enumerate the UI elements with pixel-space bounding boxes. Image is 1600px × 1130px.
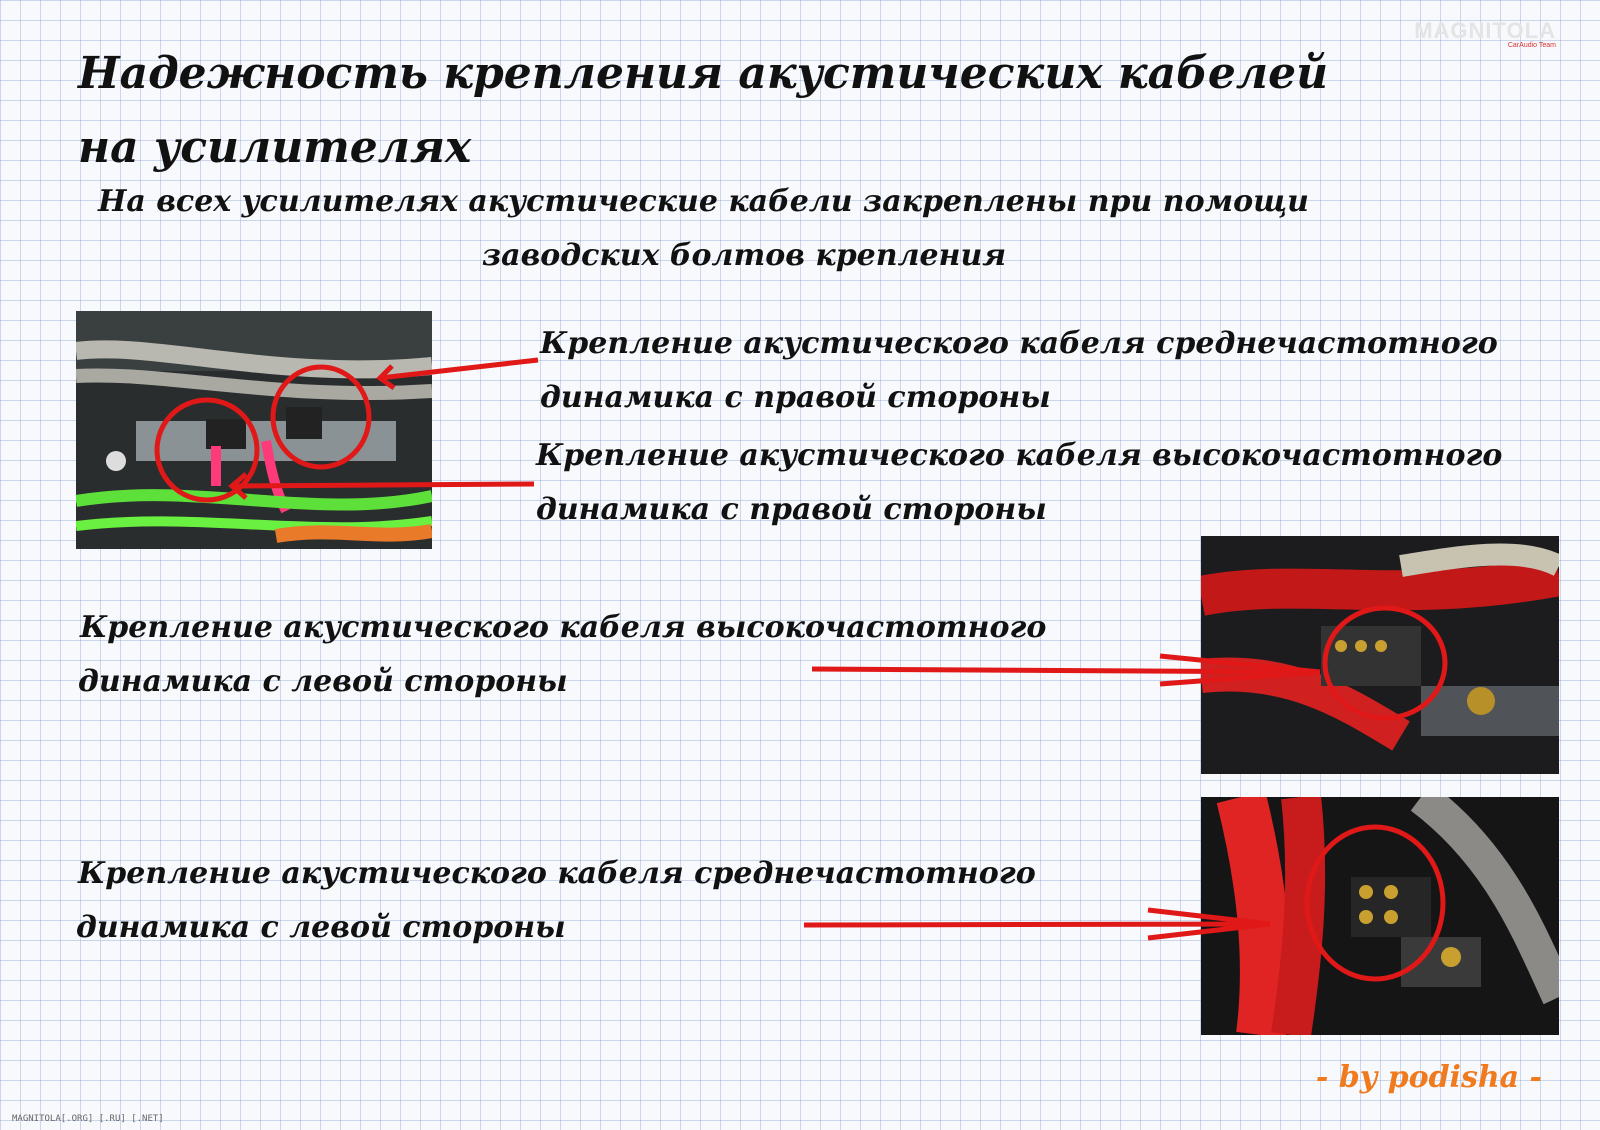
page-title-line2: на усилителях <box>78 122 472 173</box>
caption-2-line1: Крепление акустического кабеля высокочастотного <box>536 438 1503 473</box>
caption-2-line2: динамика с правой стороны <box>536 492 1047 527</box>
photo-midrange-left <box>1201 797 1559 1035</box>
logo <box>1414 18 1556 49</box>
subtitle-line1: На всех усилителях акустические кабели закреплены при помощи <box>98 184 1309 219</box>
logo-subtext: CarAudio Team <box>1507 42 1556 49</box>
subtitle-line2: заводских болтов крепления <box>482 238 1007 273</box>
caption-3-line1: Крепление акустического кабеля высокочастотного <box>80 610 1047 645</box>
caption-1-line1: Крепление акустического кабеля среднечастотного <box>540 326 1498 361</box>
footer-watermark: MAGNITOLA[.ORG] [.RU] [.NET] <box>12 1114 164 1124</box>
logo-text: MAGNITOLA <box>1414 18 1556 43</box>
page-title-line1: Надежность крепления акустических кабелей <box>78 48 1329 99</box>
caption-1-line2: динамика с правой стороны <box>540 380 1051 415</box>
photo-tweeter-left <box>1201 536 1559 774</box>
caption-4-line2: динамика с левой стороны <box>76 910 566 945</box>
caption-3-line2: динамика с левой стороны <box>78 664 568 699</box>
signature: - by podisha - <box>1315 1060 1542 1095</box>
caption-4-line1: Крепление акустического кабеля среднечастотного <box>78 856 1036 891</box>
photo-amplifier-right <box>76 311 432 549</box>
